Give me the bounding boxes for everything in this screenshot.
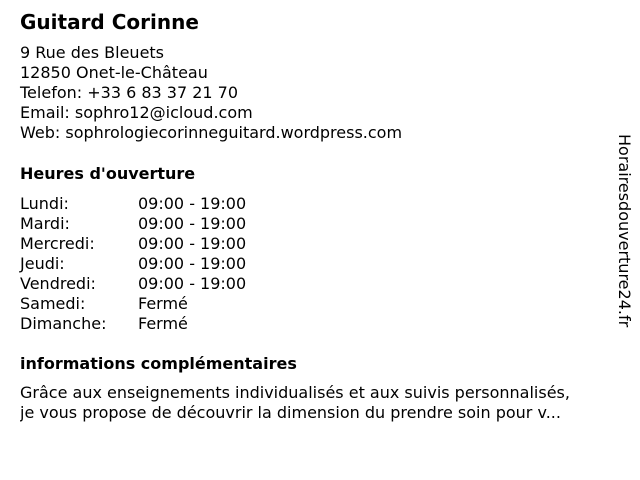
- day-hours: 09:00 - 19:00: [138, 274, 247, 293]
- hours-row-sunday: [20, 314, 246, 334]
- watermark-text: Horairesdouverture24.fr: [615, 134, 634, 328]
- business-name: Guitard Corinne: [20, 10, 199, 34]
- day-hours: 09:00 - 19:00: [138, 254, 247, 273]
- day-label: Jeudi:: [20, 254, 65, 273]
- hours-row-thursday: [20, 254, 246, 274]
- day-label: Lundi:: [20, 194, 69, 213]
- day-label: Samedi:: [20, 294, 86, 313]
- email-address: Email: sophro12@icloud.com: [20, 103, 253, 122]
- day-label: Mercredi:: [20, 234, 95, 253]
- day-hours: Fermé: [138, 314, 188, 333]
- additional-info-line: Grâce aux enseignements individualisés et aux suivis personnalisés,: [20, 383, 570, 402]
- hours-row-saturday: [20, 294, 246, 314]
- additional-info-title: informations complémentaires: [20, 354, 297, 373]
- address-street: 9 Rue des Bleuets: [20, 43, 165, 62]
- day-label: Mardi:: [20, 214, 70, 233]
- day-hours: Fermé: [138, 294, 188, 313]
- hours-row-monday: [20, 194, 246, 214]
- day-hours: 09:00 - 19:00: [138, 194, 247, 213]
- site-watermark: [612, 134, 636, 344]
- day-hours: 09:00 - 19:00: [138, 234, 247, 253]
- day-label: Vendredi:: [20, 274, 96, 293]
- hours-row-friday: [20, 274, 246, 294]
- opening-hours-table: [20, 194, 246, 334]
- hours-row-wednesday: [20, 234, 246, 254]
- contact-block: [20, 43, 402, 143]
- hours-row-tuesday: [20, 214, 246, 234]
- day-label: Dimanche:: [20, 314, 107, 333]
- address-city: 12850 Onet-le-Château: [20, 63, 208, 82]
- day-hours: 09:00 - 19:00: [138, 214, 247, 233]
- additional-info-text: [20, 383, 630, 423]
- website: Web: sophrologiecorinneguitard.wordpress.com: [20, 123, 403, 142]
- phone-number: Telefon: +33 6 83 37 21 70: [20, 83, 239, 102]
- opening-hours-title: Heures d'ouverture: [20, 164, 196, 183]
- additional-info-line: je vous propose de découvrir la dimension du prendre soin pour v...: [20, 403, 561, 422]
